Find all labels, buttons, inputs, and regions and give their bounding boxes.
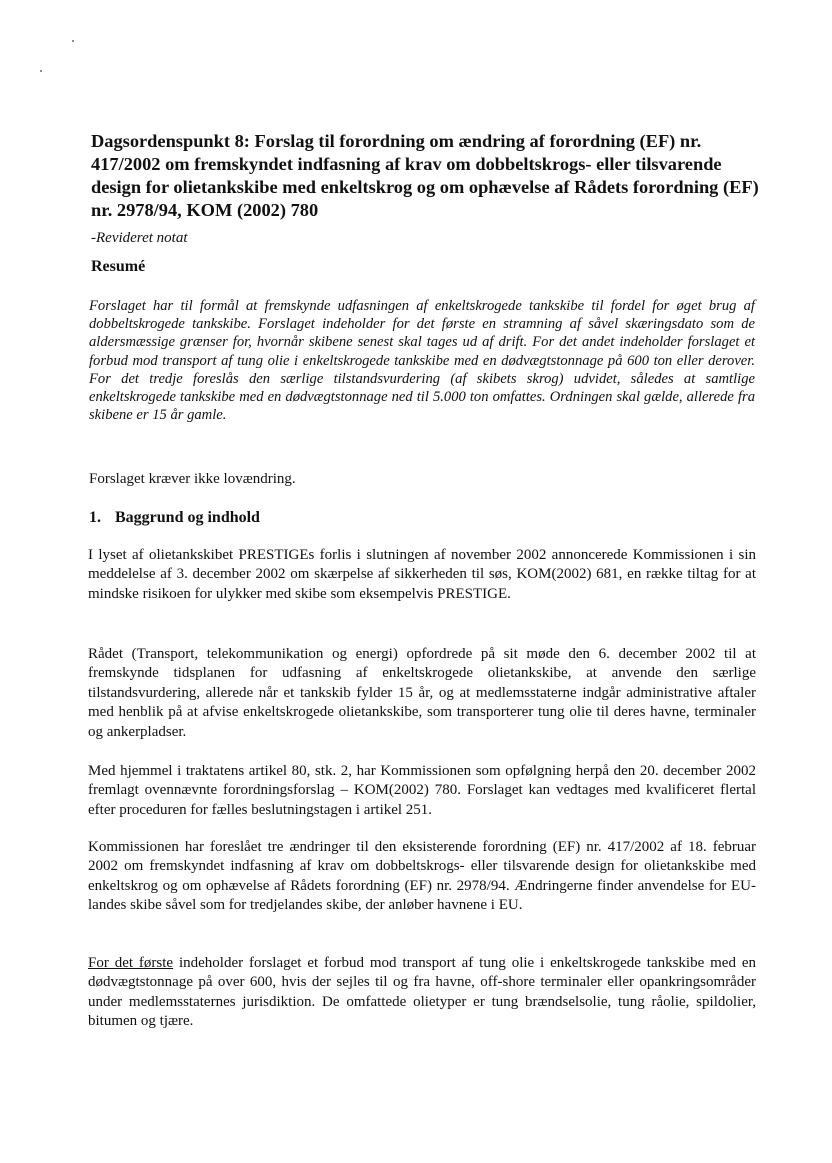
paragraph-rest: indeholder forslaget et forbud mod transport af tung olie i enkeltskrogede tankskibe med en dødvægtstonnage på over 600, hvis der sejles til og fra havne, off-shore terminaler eller opankringsområder under medlemsstaternes jurisdiktion. De omfattede olietyper er tung brændselsolie, tung råolie, spildolier, bitumen og tjære.: [88, 955, 756, 1030]
paragraph-amendments: Kommissionen har foreslået tre ændringer til den eksisterende forordning (EF) nr. 417/2002 af 18. februar 2002 om fremskyndet indfasning af krav om dobbeltskrogs- eller tilsvarende design for olietankskibe med enkeltskrog og om ophævelse af Rådets forordning (EF) nr. 2978/94. Ændringerne finder anvendelse for EU-landes skibe såvel som for tredjelandes skibe, der anløber havnene i EU.: [88, 839, 756, 914]
section-number: 1.: [89, 509, 101, 526]
law-note: Forslaget kræver ikke lovændring.: [89, 471, 296, 487]
summary-text: Forslaget har til formål at fremskynde udfasningen af enkeltskrogede tankskibe til fordel for øget brug af dobbeltskrogede tankskibe. Forslaget indeholder for det første en stramning af såvel skæringsdato som de aldersmæssige grænser for, hvornår skibene senest skal tages ud af drift. For det andet indeholder forslaget et forbud mod transport af tung olie i enkeltskrogede tankskibe med en dødvægtstonnage på 600 ton eller derover. For det tredje foreslås den særlige tilstandsvurdering (af skibets skrog) udvidet, således at samtlige enkeltskrogede tankskibe med en dødvægtstonnage ned til 5.000 ton omfattes. Ordningen skal gælde, allerede fra skibene er 15 år gamle.: [89, 298, 755, 424]
section-heading: [89, 508, 260, 528]
scan-speck: [40, 70, 42, 72]
paragraph-legal-basis: Med hjemmel i traktatens artikel 80, stk. 2, har Kommissionen som opfølgning herpå den 20. december 2002 fremlagt ovennævnte forordningsforslag – KOM(2002) 780. Forslaget kan vedtages med kvalificeret flertal efter proceduren for fælles beslutningstagen i artikel 251.: [88, 763, 756, 818]
scan-speck: [72, 40, 74, 42]
summary-heading: Resumé: [91, 258, 146, 275]
document-subtitle: -Revideret notat: [91, 230, 188, 246]
paragraph-council: Rådet (Transport, telekommunikation og energi) opfordrede på sit møde den 6. december 2002 til at fremskynde tidsplanen for udfasning af enkeltskrogede olietankskibe, at anvende den særlige tilstandsvurdering, allerede når et tankskib fylder 15 år, og at medlemsstaterne indgår administrative aftaler med henblik på at afvise enkeltskrogede olietankskibe, som transporterer tung olie til deres havne, terminaler og ankerpladser.: [88, 646, 756, 740]
paragraph-first-change: [88, 954, 756, 1032]
section-title: Baggrund og indhold: [115, 509, 260, 526]
paragraph-background: I lyset af olietankskibet PRESTIGEs forlis i slutningen af november 2002 annoncerede Kommissionen i sin meddelelse af 3. december 2002 om skærpelse af sikkerheden til søs, KOM(2002) 681, en række tiltag for at mindske risikoen for ulykker med skibe som eksempelvis PRESTIGE.: [88, 547, 756, 602]
document-title: Dagsordenspunkt 8: Forslag til forordning om ændring af forordning (EF) nr. 417/2002 om fremskyndet indfasning af krav om dobbeltskrogs- eller tilsvarende design for olietankskibe med enkeltskrog og om ophævelse af Rådets forordning (EF) nr. 2978/94, KOM (2002) 780: [91, 131, 759, 220]
paragraph-lead: For det første: [88, 955, 174, 971]
